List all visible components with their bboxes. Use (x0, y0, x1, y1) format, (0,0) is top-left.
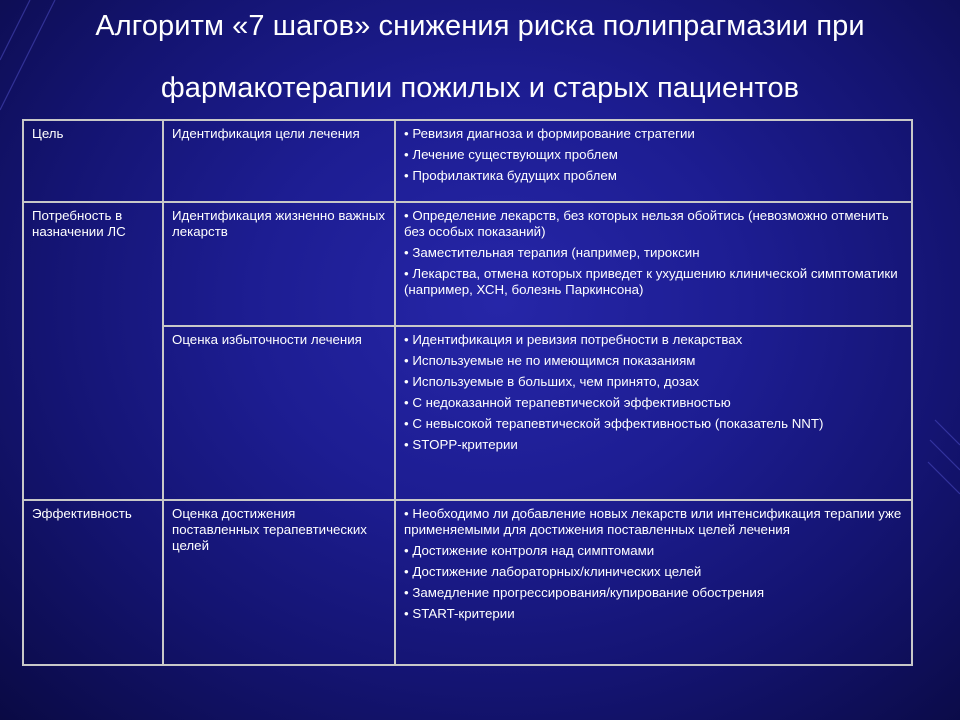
list-item: • Необходимо ли добавление новых лекарств или интенсификация терапии уже применяемыми для достижения поставленных целей лечения (404, 506, 903, 538)
table-cell-category: Эффективность (23, 500, 163, 665)
table-cell-details (395, 326, 912, 500)
list-item: • Ревизия диагноза и формирование стратегии (404, 126, 903, 142)
table-cell-step: Оценка достижения поставленных терапевтических целей (163, 500, 395, 665)
list-item: • Профилактика будущих проблем (404, 168, 903, 184)
list-item: • Лечение существующих проблем (404, 147, 903, 163)
bullet-list (404, 332, 903, 453)
list-item: • START-критерии (404, 606, 903, 622)
table-cell-details (395, 500, 912, 665)
table-row (23, 500, 912, 665)
list-item: • Идентификация и ревизия потребности в лекарствах (404, 332, 903, 348)
table-cell-details (395, 120, 912, 202)
table-row (23, 120, 912, 202)
slide-title-line-1: Алгоритм «7 шагов» снижения риска полипрагмазии при (95, 10, 865, 42)
table-cell-category: Потребность в назначении ЛС (23, 202, 163, 500)
table-cell-step: Оценка избыточности лечения (163, 326, 395, 500)
algorithm-table (22, 119, 913, 666)
table-cell-step: Идентификация цели лечения (163, 120, 395, 202)
table-cell-details (395, 202, 912, 326)
table-cell-step: Идентификация жизненно важных лекарств (163, 202, 395, 326)
list-item: • Достижение контроля над симптомами (404, 543, 903, 559)
list-item: • STOPP-критерии (404, 437, 903, 453)
bullet-list (404, 126, 903, 184)
bullet-list (404, 506, 903, 622)
table-cell-category: Цель (23, 120, 163, 202)
list-item: • Используемые не по имеющимся показаниям (404, 353, 903, 369)
list-item: • Заместительная терапия (например, тироксин (404, 245, 903, 261)
list-item: • Достижение лабораторных/клинических целей (404, 564, 903, 580)
list-item: • Лекарства, отмена которых приведет к ухудшению клинической симптоматики (например, ХСН, болезнь Паркинсона) (404, 266, 903, 298)
slide-title-line-2: фармакотерапии пожилых и старых пациентов (160, 72, 800, 104)
list-item: • С недоказанной терапевтической эффективностью (404, 395, 903, 411)
table-row (23, 202, 912, 326)
list-item: • Определение лекарств, без которых нельзя обойтись (невозможно отменить без особых показаний) (404, 208, 903, 240)
list-item: • Используемые в больших, чем принято, дозах (404, 374, 903, 390)
list-item: • С невысокой терапевтической эффективностью (показатель NNT) (404, 416, 903, 432)
bullet-list (404, 208, 903, 298)
list-item: • Замедление прогрессирования/купирование обострения (404, 585, 903, 601)
